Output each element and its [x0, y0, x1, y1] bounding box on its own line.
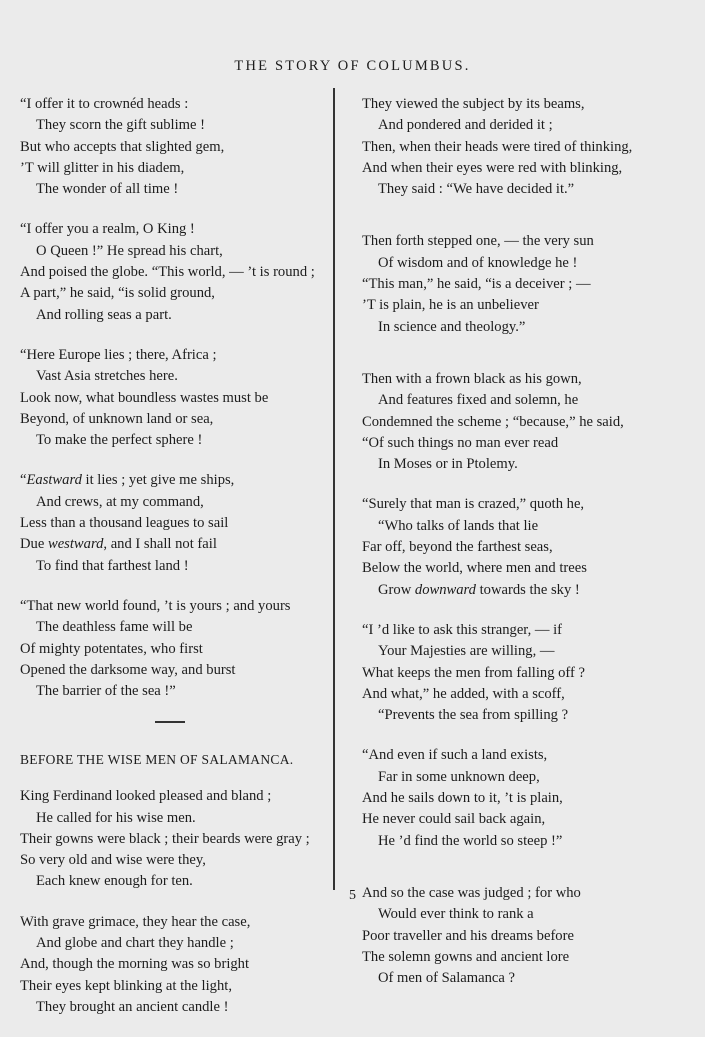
verse-line: He never could sail back again, — [362, 811, 546, 828]
italic-word: westward — [47, 536, 104, 553]
right-column — [362, 94, 692, 1008]
verse-line: The barrier of the sea !” — [36, 683, 176, 700]
verse-line: “Eastward it lies ; yet give me ships, — [20, 472, 235, 489]
verse-line: They scorn the gift sublime ! — [36, 117, 206, 134]
verse-line: Far in some unknown deep, — [378, 768, 540, 785]
verse-line: What keeps the men from falling off ? — [362, 664, 586, 681]
verse-line: The wonder of all time ! — [36, 181, 179, 198]
verse-line: With grave grimace, they hear the case, — [20, 913, 251, 930]
stanza — [362, 94, 692, 200]
verse-line: The solemn gowns and ancient lore — [362, 948, 570, 965]
verse-line: In Moses or in Ptolemy. — [378, 456, 518, 473]
verse-line: “I offer it to crownéd heads : — [20, 96, 189, 112]
verse-line: Less than a thousand leagues to sail — [20, 515, 229, 532]
verse-line: Of wisdom and of knowledge he ! — [378, 254, 578, 271]
verse-line: He called for his wise men. — [36, 809, 196, 826]
running-header: THE STORY OF COLUMBUS. — [234, 58, 471, 74]
stanza — [362, 620, 692, 726]
verse-line: He ’d find the world so steep !” — [378, 832, 563, 849]
stanza — [20, 912, 330, 1018]
verse-line: And features fixed and solemn, he — [378, 392, 579, 409]
verse-line: Opened the darksome way, and burst — [20, 661, 236, 678]
verse-line: “Who talks of lands that lie — [378, 517, 539, 534]
stanza — [20, 94, 330, 200]
stanza — [362, 745, 692, 851]
verse-line: To make the perfect sphere ! — [36, 432, 203, 449]
verse-line: Your Majesties are willing, — — [378, 643, 555, 660]
stanza — [20, 470, 330, 576]
verse-line: “Of such things no man ever read — [362, 434, 559, 451]
verse-line: Then, when their heads were tired of thinking, — [362, 138, 633, 155]
verse-line: A part,” he said, “is solid ground, — [20, 285, 215, 302]
verse-line: But who accepts that slighted gem, — [20, 138, 225, 155]
verse-line: Of mighty potentates, who first — [20, 640, 203, 657]
verse-line: Of men of Salamanca ? — [378, 970, 515, 987]
verse-line: Below the world, where men and trees — [362, 560, 587, 577]
verse-line: And what,” he added, with a scoff, — [362, 685, 565, 702]
verse-line: King Ferdinand looked pleased and bland ; — [20, 788, 272, 805]
stanza — [362, 231, 692, 337]
verse-line: And rolling seas a part. — [36, 306, 172, 323]
verse-line: “That new world found, ’t is yours ; and yours — [20, 597, 291, 614]
verse-line: And so the case was judged ; for who — [362, 884, 581, 901]
verse-line: Look now, what boundless wastes must be — [20, 389, 269, 406]
verse-line: Would ever think to rank a — [378, 906, 534, 923]
verse-line: “Prevents the sea from spilling ? — [378, 707, 569, 724]
stanza — [20, 219, 330, 325]
verse-line: Each knew enough for ten. — [36, 873, 193, 890]
verse-line: And poised the globe. “This world, — ’t is round ; — [20, 264, 315, 281]
stanza — [362, 369, 692, 475]
verse-line: And, though the morning was so bright — [20, 956, 250, 973]
verse-line: And pondered and derided it ; — [378, 117, 553, 134]
verse-line: “And even if such a land exists, — [362, 747, 548, 764]
verse-line: Then forth stepped one, — the very sun — [362, 233, 594, 250]
verse-line: Their gowns were black ; their beards were gray ; — [20, 830, 310, 847]
section-rule — [155, 721, 185, 723]
verse-line: In science and theology.” — [378, 318, 526, 335]
verse-line: “I ’d like to ask this stranger, — if — [362, 621, 563, 638]
verse-line: Far off, beyond the farthest seas, — [362, 539, 553, 556]
verse-line: And globe and chart they handle ; — [36, 935, 234, 951]
verse-line: And when their eyes were red with blinking, — [362, 159, 623, 176]
page-number: 5 — [349, 888, 356, 903]
verse-line: And crews, at my command, — [36, 493, 204, 510]
stanza — [20, 786, 330, 892]
stanza — [20, 596, 330, 702]
italic-word: Eastward — [26, 472, 82, 489]
verse-line: Due westward, and I shall not fail — [20, 536, 217, 553]
column-divider — [333, 88, 335, 890]
verse-line: The deathless fame will be — [36, 619, 193, 636]
verse-line: Grow downward towards the sky ! — [378, 581, 580, 598]
verse-line: And he sails down to it, ’t is plain, — [362, 790, 563, 807]
verse-line: “Here Europe lies ; there, Africa ; — [20, 346, 217, 363]
verse-line: O Queen !” He spread his chart, — [36, 242, 223, 259]
verse-line: Then with a frown black as his gown, — [362, 370, 582, 387]
verse-line: To find that farthest land ! — [36, 557, 189, 574]
verse-line: ’T is plain, he is an unbeliever — [362, 297, 539, 314]
stanza — [362, 494, 692, 600]
verse-line: They viewed the subject by its beams, — [362, 96, 585, 112]
verse-line: Their eyes kept blinking at the light, — [20, 977, 232, 994]
verse-line: So very old and wise were they, — [20, 852, 206, 869]
verse-line: They brought an ancient candle ! — [36, 998, 229, 1015]
section-title: BEFORE THE WISE MEN OF SALAMANCA. — [20, 751, 294, 767]
verse-line: Beyond, of unknown land or sea, — [20, 410, 214, 427]
verse-line: Poor traveller and his dreams before — [362, 927, 574, 944]
verse-line: ’T will glitter in his diadem, — [20, 159, 185, 176]
stanza — [20, 345, 330, 451]
verse-line: “Surely that man is crazed,” quoth he, — [362, 496, 585, 513]
verse-line: Vast Asia stretches here. — [36, 368, 178, 385]
verse-line: Condemned the scheme ; “because,” he said, — [362, 413, 624, 430]
verse-line: “This man,” he said, “is a deceiver ; — — [362, 276, 591, 293]
verse-line: “I offer you a realm, O King ! — [20, 221, 195, 238]
verse-line: They said : “We have decided it.” — [378, 181, 575, 198]
italic-word: downward — [414, 581, 476, 598]
